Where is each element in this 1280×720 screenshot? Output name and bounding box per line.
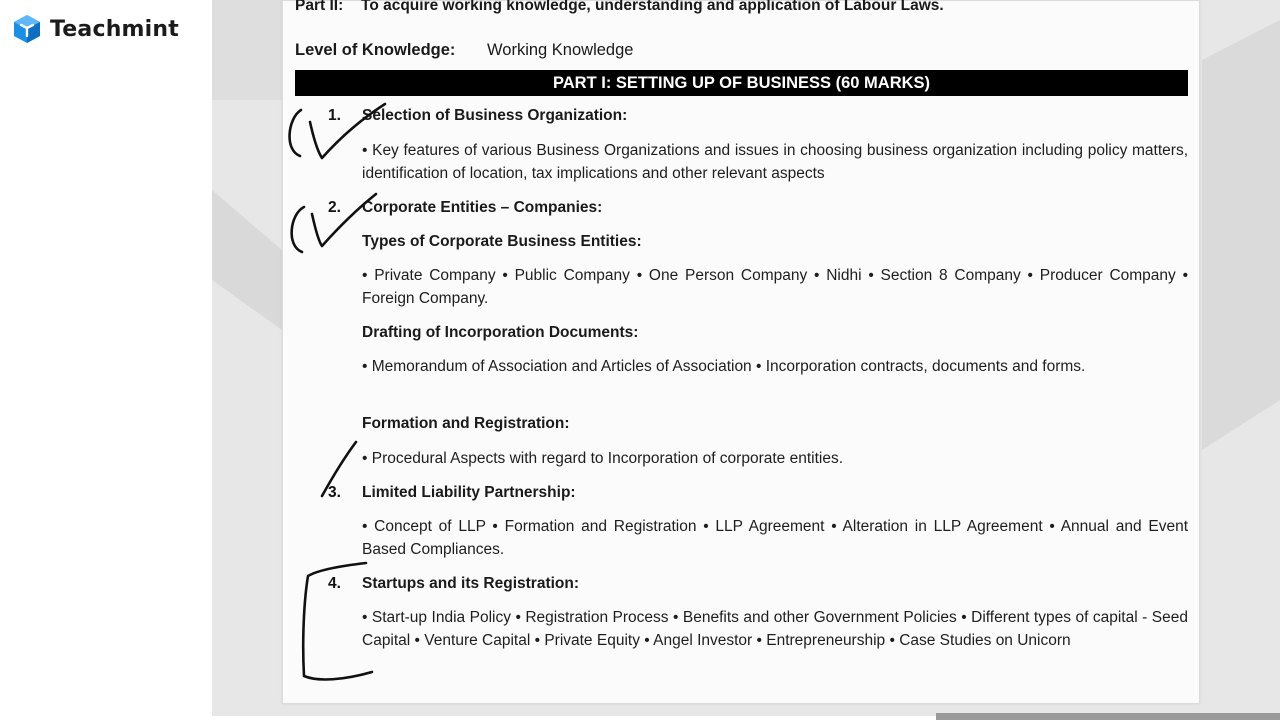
document-page [282, 0, 1200, 704]
level-label: Level of Knowledge: [295, 41, 456, 59]
teachmint-cube-icon [12, 14, 42, 44]
subsection-content: • Procedural Aspects with regard to Incorporation of corporate entities. [362, 450, 844, 467]
scroll-indicator [936, 713, 1280, 720]
section-content: • Key features of various Business Organizations and issues in choosing business organization including policy matters, identification of location, tax implications and other relevant aspects [362, 142, 1188, 182]
section-number: 4. [328, 575, 341, 592]
subsection-title: Types of Corporate Business Entities: [362, 233, 642, 250]
section-number: 2. [328, 199, 341, 216]
section-content: • Start-up India Policy • Registration Process • Benefits and other Government Policies • Different types of capital - Seed Capital • Venture Capital • Private Equity • Angel Investor • Entrepreneurship • Case Studies on Unicorn [362, 609, 1188, 649]
teachmint-brand [12, 14, 179, 44]
section-number: 3. [328, 484, 341, 501]
subsection-content: • Memorandum of Association and Articles of Association • Incorporation contracts, documents and forms. [362, 358, 1086, 375]
part1-heading: PART I: SETTING UP OF BUSINESS (60 MARKS) [295, 70, 1188, 96]
subsection-title: Drafting of Incorporation Documents: [362, 324, 639, 341]
part2-text: To acquire working knowledge, understanding and application of Labour Laws. [361, 0, 944, 14]
part2-prefix: Part II: [295, 0, 344, 14]
section-number: 1. [328, 107, 341, 124]
section-title: Corporate Entities – Companies: [362, 199, 603, 216]
section-title: Startups and its Registration: [362, 575, 580, 592]
section-content: • Concept of LLP • Formation and Registration • LLP Agreement • Alteration in LLP Agreement • Annual and Event Based Compliances. [362, 518, 1188, 558]
level-value: Working Knowledge [487, 41, 634, 59]
section-title: Selection of Business Organization: [362, 107, 628, 124]
brand-name: Teachmint [50, 16, 179, 42]
subsection-content: • Private Company • Public Company • One Person Company • Nidhi • Section 8 Company • Producer Company • Foreign Company. [362, 267, 1188, 307]
subsection-title: Formation and Registration: [362, 415, 570, 432]
section-title: Limited Liability Partnership: [362, 484, 576, 501]
